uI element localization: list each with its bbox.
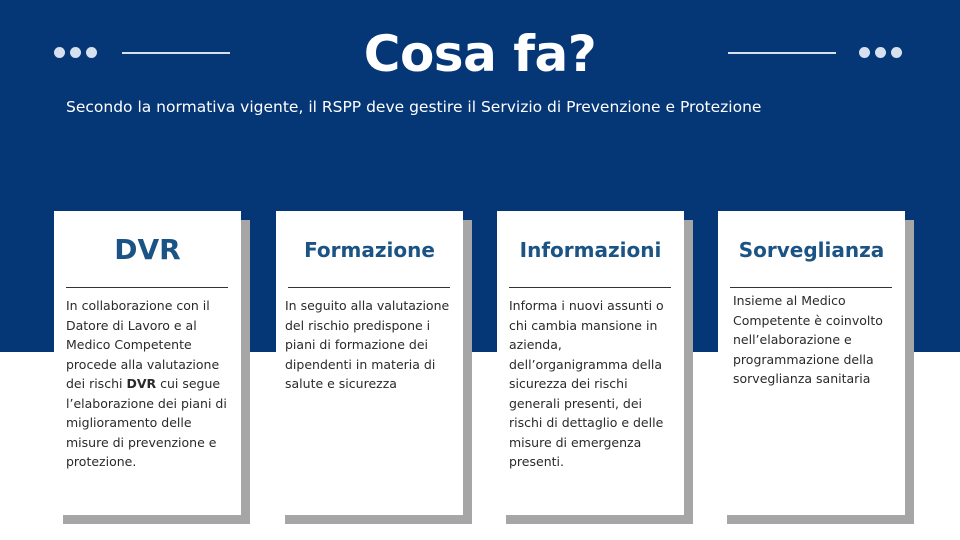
card-title-dvr: DVR: [114, 233, 181, 266]
card-rule-formazione: [288, 287, 450, 288]
card-text-dvr-part-1: In collaborazione con il Datore di Lavoro e al Medico Competente procede alla valutazione dei rischi: [66, 298, 220, 391]
card-rule-informazioni: [509, 287, 671, 288]
card-text-dvr: [66, 296, 238, 472]
card-text-dvr-bold: DVR: [126, 376, 157, 391]
card-rule-sorveglianza: [730, 287, 892, 288]
card-informazioni: [497, 211, 684, 515]
card-text-dvr-part-2: cui segue l’elaborazione dei piani di miglioramento delle misure di prevenzione e protezione.: [66, 376, 227, 469]
card-title-formazione: Formazione: [304, 238, 435, 262]
slide-title: Cosa fa?: [363, 25, 597, 83]
card-rule-dvr: [66, 287, 228, 288]
card-text-informazioni: Informa i nuovi assunti o chi cambia mansione in azienda, dell’organigramma della sicurezza dei rischi generali presenti, dei rischi di dettaglio e delle misure di emergenza presenti.: [509, 298, 664, 469]
card-text-sorveglianza: Insieme al Medico Competente è coinvolto nell’elaborazione e programmazione della sorveglianza sanitaria: [733, 293, 883, 386]
card-dvr: [54, 211, 241, 515]
card-title-informazioni: Informazioni: [519, 238, 662, 262]
card-text-formazione: In seguito alla valutazione del rischio predispone i piani di formazione dei dipendenti in materia di salute e sicurezza: [285, 298, 450, 391]
card-sorveglianza: [718, 211, 905, 515]
card-title-sorveglianza: Sorveglianza: [738, 238, 885, 262]
slide-subtitle: Secondo la normativa vigente, il RSPP deve gestire il Servizio di Prevenzione e Protezione: [66, 98, 762, 116]
card-formazione: [276, 211, 463, 515]
